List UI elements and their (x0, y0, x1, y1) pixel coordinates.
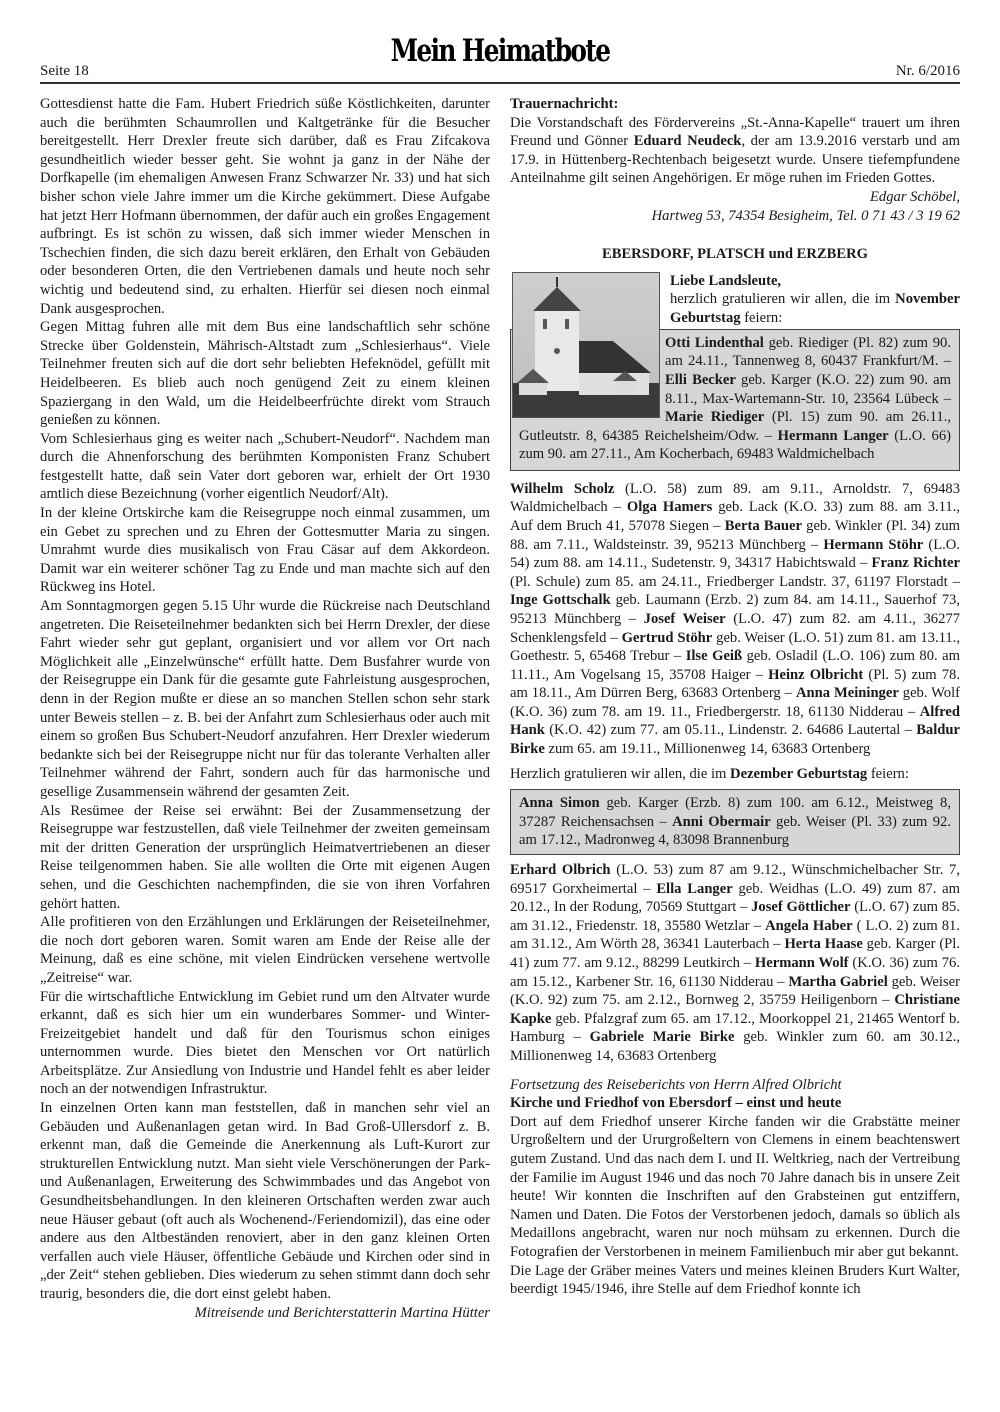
november-block (510, 272, 960, 480)
masthead-logo: Mein Heimatbote (390, 33, 610, 69)
text-run: ( L.O. 2) zum 81. am 31.12., Am Wörth 28, 36341 Lauterbach – (510, 917, 960, 953)
text-run: (Pl. 5) zum 78. am 18.11., Am Dürren Berg, 63683 Ortenberg – (510, 666, 960, 702)
person-name: Angela Haber (765, 917, 853, 934)
page-number: Seite 18 (40, 63, 89, 79)
continuation-kicker: Fortsetzung des Reiseberichts von Herrn Alfred Olbricht (510, 1076, 842, 1093)
december-intro (510, 765, 960, 784)
person-name: Franz Richter (871, 555, 961, 572)
text-run: (L.O. 66) zum 90. am 27.11., Am Kocherbach, 69483 Waldmichelbach (519, 427, 951, 463)
person-name: Baldur Birke (510, 722, 960, 758)
december-box-text (519, 795, 951, 848)
text-run: Die Vorstandschaft des Fördervereins „St.-Anna-Kapelle“ trauert um ihren Freund und Gönner (510, 114, 960, 150)
obituary-text (510, 114, 960, 188)
text-run: (L.O. 47) zum 82. am 4.11., 36277 Schenklengsfeld – (510, 610, 960, 646)
report-signature: Mitreisende und Berichterstatterin Martina Hütter (194, 1304, 490, 1321)
report-paragraph: Alle profitieren von den Erzählungen und Erklärungen der Reiseteilnehmer, die noch dort geboren waren. Somit waren am Ende der Reise alle der Meinung, daß es eine schöne, mit vielen Eindrücken versehene wertvolle „Zeitreise“ war. (40, 914, 490, 986)
section-heading: EBERSDORF, PLATSCH und ERZBERG (601, 246, 868, 263)
person-name: Gertrud Stöhr (621, 629, 713, 646)
report-paragraph: Gegen Mittag fuhren alle mit dem Bus eine landschaftlich sehr schöne Strecke über Goldenstein, Mährisch-Altstadt zum „Schlesierhaus“. Viele Teilnehmer freuten sich auf die dort sehr beliebten Hefeknödel, gefüllt mit Heidelbeeren. Es blieb auch noch genügend Zeit zu einem kleinen Spaziergang in den Wald, um die Heidelbeerfrüchte direkt vom Strauch genießen zu können. (40, 319, 490, 429)
person-name: Hermann Langer (777, 427, 889, 444)
text-run: geb. Lack (K.O. 33) zum 88. am 3.11., Auf dem Bruch 41, 57078 Siegen – (510, 499, 960, 534)
travel-report (40, 95, 490, 1304)
text-run: zum 65. am 19.11., Millionenweg 14, 63683 Ortenberg (544, 741, 871, 758)
header-rule (40, 82, 960, 84)
obituary-signature-name: Edgar Schöbel, (870, 188, 960, 205)
text-run: geb. Laumann (Erzb. 2) zum 84. am 14.11., Sauerhof 73, 95213 Münchberg – (510, 592, 960, 627)
november-intro (670, 272, 960, 328)
greeting: Liebe Landsleute, (670, 272, 782, 289)
report-paragraph: Gottesdienst hatte die Fam. Hubert Friedrich süße Köstlichkeiten, darunter auch die berühmten Schaumrollen und Kaltgetränke für die Besucher bereitgestellt. Herr Drexler freute sich darüber, daß es Frau Zifcakova gesundheitlich wieder besser geht. Sie wohnt ja ganz in der Nähe der Dorfkapelle (im ehemaligen Anwesen Franz Schwarzer Nr. 33) und hat sich bisher schon viele Jahre immer um die Kirche gekümmert. Diese Aufgabe hat jetzt Herr Hofmann übernommen, der dafür auch ein großes Engagement aufbringt. Es ist schön zu wissen, daß sich immer wieder Menschen in Tschechien finden, die sich dazu bereit erklären, den Erhalt von Gebäuden oder besonderen Orten, die den Vertriebenen damals und heute noch sehr wichtig und bedeutend sind, zu erhalten. Hierfür sei diesen noch einmal Dank ausgesprochen. (40, 96, 490, 317)
text-run: geb. Weiser (L.O. 51) zum 81. am 13.11., Goethestr. 5, 65468 Trebur – (510, 629, 960, 665)
issue-number: Nr. 6/2016 (895, 63, 960, 79)
december-highlight-box (510, 789, 960, 855)
person-name: Hermann Wolf (754, 955, 849, 971)
text-run: geb. Weiser (Pl. 33) zum 92. am 17.12., Madronweg 4, 83098 Brannenburg (519, 813, 951, 849)
person-name: Gabriele Marie Birke (589, 1029, 735, 1046)
text-run: geb. Riediger (Pl. 82) zum 90. am 24.11., Tannenweg 8, 60437 Frankfurt/M. – (665, 334, 951, 370)
text-run: geb. Karger (K.O. 22) zum 90. am 8.11., Max-Wartemann-Str. 10, 23564 Lübeck – (665, 371, 951, 407)
text-run: geb. Winkler zum 60. am 30.12., Millionenweg 14, 63683 Ortenberg (510, 1029, 960, 1064)
person-name: Heinz Olbricht (768, 666, 864, 683)
text-run: (L.O. 54) zum 88. am 14.11., Sudetenstr. 9, 34317 Habichtswald – (510, 536, 960, 572)
report-paragraph: Am Sonntagmorgen gegen 5.15 Uhr wurde die Rückreise nach Deutschland angetreten. Die Reiseteilnehmer bedankten sich bei Herrn Drexler, der diese Fahrt wieder sehr gut geplant, organisiert und vor allem vor Ort nach Möglichkeit alle „Einzelwünsche“ erfüllt hatte. Dem Busfahrer wurde von der Reisegruppe ein Dank für die gesamte gute Fahrleistung ausgesprochen, denn in der Region mußte er diese an so manchen Stellen schon sehr stark unter Beweis stellen – z. B. bei der Anfahrt zum Schlesierhaus oder auch mit einem so großen Bus Schubert-Neudorf anzufahren. Herr Drexler wiederum bedankte sich bei der Reisegruppe nicht nur für das tolerante Verhalten aller Teilnehmer während der Fahrt, sondern auch für das harmonische und gesellige Zusammensein während der gesamten Zeit. (40, 598, 490, 800)
text-run: (Pl. Schule) zum 85. am 24.11., Friedberger Landstr. 37, 61197 Florstadt – (510, 573, 960, 590)
december-birthday-list (510, 861, 960, 1066)
november-intro-text (670, 290, 960, 327)
person-name: Anni Obermair (672, 813, 771, 830)
person-name: November Geburtstag (670, 291, 960, 326)
text-run: (Pl. 15) zum 90. am 26.11., Gutleutstr. 8, 64385 Reichelsheim/Odw. – (519, 409, 951, 444)
text-run: (L.O. 53) zum 87 am 9.12., Wünschmichelbacher Str. 7, 69517 Gorxheimertal – (510, 862, 961, 897)
text-run: geb. Wolf (K.O. 36) zum 78. am 19. 11., Friedbergerstr. 18, 61130 Nidderau – (510, 685, 961, 720)
person-name: Ella Langer (656, 880, 733, 897)
text-run: herzlich gratulieren wir allen, die im (670, 291, 896, 308)
text-run: , der am 13.9.2016 verstarb und am 17.9. in Hüttenberg-Rechtenbach beigesetzt wurde. Unsere tiefempfundene Anteilnahme gilt seinen Angehörigen. Er möge ruhen im Frieden Gottes. (510, 133, 961, 187)
person-name: Alfred Hank (510, 703, 960, 739)
text-run: geb. Pfalzgraf zum 65. am 17.12., Moorkoppel 21, 21465 Wentorf b. Hamburg – (510, 1010, 960, 1046)
person-name: Josef Weiser (643, 610, 726, 627)
person-name: Ilse Geiß (685, 648, 743, 665)
text-run: feiern: (740, 309, 783, 326)
text-run: geb. Karger (Pl. 41) zum 77. am 9.12., 88299 Leutkirch – (510, 936, 961, 971)
continuation-text (510, 1113, 960, 1299)
text-run: geb. Winkler (Pl. 34) zum 88. am 7.11., Waldsteinstr. 39, 95213 Münchberg – (510, 517, 960, 553)
november-birthday-list (510, 480, 960, 759)
continuation-title: Kirche und Friedhof von Ebersdorf – einst und heute (510, 1095, 842, 1112)
text-run: geb. Osladil (L.O. 106) zum 80. am 11.11., Am Vogelsang 15, 35708 Haiger – (510, 648, 960, 683)
person-name: Anna Simon (519, 795, 600, 812)
report-paragraph: Für die wirtschaftliche Entwicklung im Gebiet rund um den Altvater wurde erkannt, daß es sich hier um ein wunderbares Sommer- und Winter-Freizeitgebiet handelt und daß für den Tourismus schon einiges unternommen wurde. Dies bietet den Menschen vor Ort natürlich Arbeitsplätze. Zur Ansiedlung von Industrie und Handel fehlt es aber leider noch an der notwendigen Infrastruktur. (40, 988, 490, 1098)
text-run: feiern: (867, 765, 909, 782)
continuation-paragraph: Die Lage der Gräber meines Vaters und meines kleinen Bruders Kurt Walter, beerdigt 1945/1946, ihre Stelle auf dem Friedhof konnte ich (510, 1262, 960, 1298)
text-run: (K.O. 42) zum 77. am 05.11., Lindenstr. 2. 64686 Lautertal – (544, 722, 917, 739)
person-name: Otti Lindenthal (665, 334, 764, 351)
report-paragraph: Als Resümee der Reise sei erwähnt: Bei der Zusammensetzung der Reisegruppe war festzustellen, daß viele Teilnehmer der zweiten gemeinsam mit der dritten Generation der ursprünglich Heimatvertriebenen an dieser Reise teilgenommen haben. Sie alle wollten die Orte mit eigenen Augen sehen, und die Geschichten nachempfinden, die sie von ihren Vorfahren gehört hatten. (40, 802, 490, 912)
left-column (40, 95, 490, 1322)
report-paragraph: Vom Schlesierhaus ging es weiter nach „Schubert-Neudorf“. Nachdem man durch die Ahnenforschung des berühmten Komponisten Franz Schubert festgestellt hatte, daß sein Vater dort geboren war, erhielt der Ort 1930 amtlich diese Bezeichnung (vorher eigentlich Neudorf/Alt). (40, 430, 490, 503)
text-run: Herzlich gratulieren wir allen, die im (510, 765, 731, 782)
person-name: Olga Hamers (626, 499, 713, 516)
obituary-title: Trauernachricht: (510, 96, 619, 112)
continuation-paragraph: Dort auf dem Friedhof unserer Kirche fanden wir die Grabstätte meiner Urgroßeltern und der Ururgroßeltern von Clemens in einem beachtenswert gutem Zustand. Und das nach dem I. und II. Weltkrieg, nach der Vertreibung der Familie im August 1946 und das noch 70 Jahre danach bis in unsere Zeit heute! Wir konnten die Inschriften auf den Grabsteinen gut entziffern, Namen und Daten. Die Fotos der Verstorbenen jedoch, damals so üblich als Medaillons angebracht, waren nur noch mühsam zu erkennen. Durch die Fotografien der Verstorbenen in meinem Familienbuch mir aber gut bekannt. (510, 1113, 960, 1260)
person-name: Elli Becker (665, 371, 736, 388)
obituary-signature-address: Hartweg 53, 74354 Besigheim, Tel. 0 71 43 / 3 19 62 (651, 207, 960, 224)
text-run: (K.O. 36) zum 76. am 15.12., Karbener Str. 16, 61130 Nidderau – (510, 955, 960, 990)
church-photo-icon (512, 272, 660, 418)
person-name: Eduard Neudeck (633, 133, 742, 150)
text-run: geb. Karger (Erzb. 8) zum 100. am 6.12., Meistweg 8, 37287 Reichensachsen – (519, 795, 951, 830)
person-name: Christiane Kapke (510, 992, 960, 1027)
person-name: Josef Göttlicher (751, 899, 851, 916)
text-run: (L.O. 67) zum 85. am 31.12., Friedenstr. 18, 35580 Wetzlar – (510, 899, 960, 934)
text-run: (L.O. 58) zum 89. am 9.11., Arnoldstr. 7, 69483 Waldmichelbach – (510, 480, 961, 516)
right-column (510, 95, 960, 1299)
person-name: Anna Meininger (795, 685, 899, 702)
person-name: Wilhelm Scholz (510, 480, 615, 497)
person-name: Marie Riediger (665, 409, 765, 426)
person-name: Hermann Stöhr (823, 536, 924, 553)
text-run: geb. Weidhas (L.O. 49) zum 87. am 20.12., In der Rodung, 70569 Stuttgart – (510, 880, 960, 916)
person-name: Inge Gottschalk (510, 592, 611, 609)
person-name: Dezember Geburtstag (730, 765, 868, 782)
person-name: Erhard Olbrich (510, 862, 611, 879)
text-run: geb. Weiser (K.O. 92) zum 75. am 2.12., Bornweg 2, 35759 Heiligenborn – (510, 973, 960, 1009)
person-name: Herta Haase (784, 936, 863, 953)
report-paragraph: In einzelnen Orten kann man feststellen, daß in manchen sehr viel an Gebäuden und Außenanlagen getan wird. In Bad Groß-Ullersdorf z. B. erkennt man, daß die Gemeinde die Anerkennung als Luft-Kurort zur strukturellen Entwicklung nutzt. Man sieht viele Verschönerungen der Park- und Außenanlagen, Erweiterung des Schwimmbades und das Angebot von Gesundheitsbehandlungen. In den kleineren Ortschaften werden zwar auch neue Häuser gebaut (oft auch als Wochenend-/Feriendomizil), das eine oder andere aus den Altbeständen renoviert, aber in den ganz kleinen Orten verfallen auch viele Häuser, öffentliche Gebäude und Kirchen oder sind in „der Zeit“ stehen geblieben. Dies wiederum zu sehen stimmt dann doch sehr traurig, besonders die, die dort einst gelebt haben. (40, 1100, 490, 1302)
report-paragraph: In der kleine Ortskirche kam die Reisegruppe noch einmal zusammen, um ein Gebet zu sprechen und zu Ehren der Gottesmutter Maria zu singen. Umrahmt wurde dies musikalisch von Frau Cäsar auf dem Akkordeon. Damit war ein weiterer schöner Tag zu Ende und man machte sich auf den Rückweg ins Hotel. (40, 505, 490, 596)
person-name: Martha Gabriel (788, 973, 888, 990)
person-name: Berta Bauer (724, 517, 802, 534)
